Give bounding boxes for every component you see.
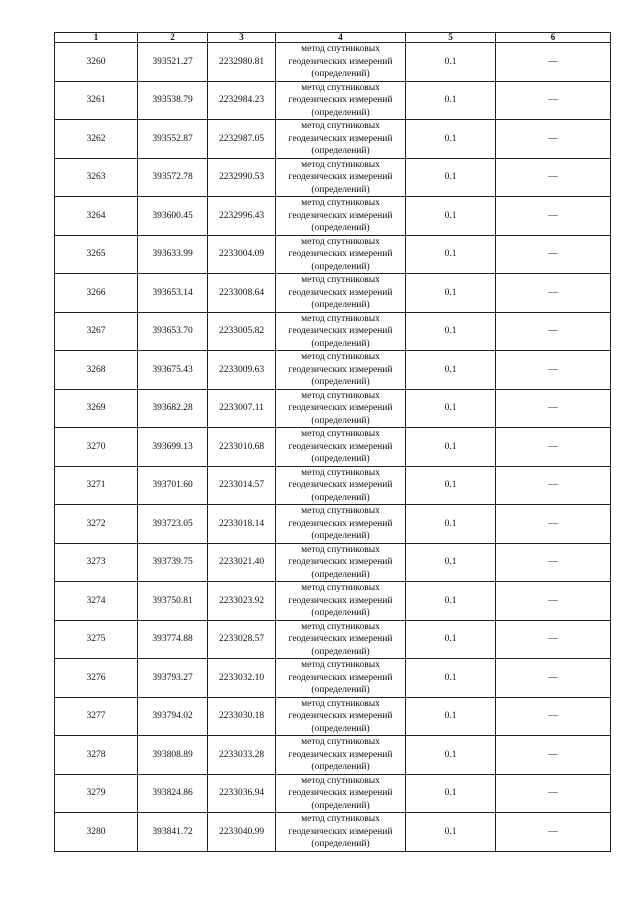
method-line: геодезических измерений [288,364,393,375]
table-row [55,312,611,351]
method-cell [276,43,406,82]
method-line: (определений) [311,377,370,387]
method-line: геодезических измерений [288,403,393,413]
note-cell: — [496,81,611,120]
method-line: (определений) [311,492,370,503]
table-row [55,389,611,428]
method-line: (определений) [311,184,370,195]
table-row [55,351,611,390]
column-header: 5 [406,33,496,43]
method-line: метод спутниковых [301,159,380,170]
method-line: метод спутниковых [301,660,380,670]
note-cell: — [496,813,611,852]
method-line: геодезических измерений [288,95,393,105]
table-row [55,813,611,852]
accuracy-cell: 0.1 [406,505,496,544]
accuracy-cell: 0.1 [406,235,496,274]
point-number-cell: 3260 [55,43,138,82]
accuracy-cell: 0.1 [406,351,496,390]
y-coordinate-cell: 2233033.28 [208,736,276,775]
point-number-cell: 3270 [55,428,138,467]
table-row [55,736,611,775]
point-number-cell: 3261 [55,81,138,120]
table-body [55,43,611,852]
note-cell: — [496,620,611,659]
accuracy-cell: 0.1 [406,543,496,582]
table-row [55,43,611,82]
note-cell: — [496,505,611,544]
y-coordinate-cell: 2233018.14 [208,505,276,544]
note-cell: — [496,389,611,428]
note-cell: — [496,466,611,505]
method-cell [276,274,406,313]
x-coordinate-cell: 393682.28 [138,389,208,428]
table-row [55,543,611,582]
x-coordinate-cell: 393538.79 [138,81,208,120]
x-coordinate-cell: 393808.89 [138,736,208,775]
method-line: (определений) [311,454,370,464]
note-cell: — [496,312,611,351]
x-coordinate-cell: 393633.99 [138,235,208,274]
accuracy-cell: 0.1 [406,312,496,351]
accuracy-cell: 0.1 [406,197,496,236]
method-line: геодезических измерений [288,56,393,67]
method-line: метод спутниковых [301,506,380,516]
method-cell [276,428,406,467]
point-number-cell: 3277 [55,697,138,736]
method-line: метод спутниковых [301,352,380,362]
method-cell [276,312,406,351]
table-row [55,197,611,236]
y-coordinate-cell: 2233023.92 [208,582,276,621]
method-cell [276,813,406,852]
x-coordinate-cell: 393675.43 [138,351,208,390]
method-line: метод спутниковых [301,198,380,208]
point-number-cell: 3268 [55,351,138,390]
accuracy-cell: 0.1 [406,813,496,852]
table-row [55,774,611,813]
method-line: метод спутниковых [301,121,380,131]
method-line: геодезических измерений [288,711,393,721]
note-cell: — [496,697,611,736]
method-line: метод спутниковых [301,698,380,709]
table-row [55,466,611,505]
method-line: (определений) [311,531,370,541]
column-header: 1 [55,33,138,43]
method-line: (определений) [311,300,370,310]
note-cell: — [496,43,611,82]
method-line: (определений) [311,146,370,156]
note-cell: — [496,774,611,813]
y-coordinate-cell: 2232980.81 [208,43,276,82]
method-line: метод спутниковых [301,236,380,247]
method-line: геодезических измерений [288,788,393,798]
x-coordinate-cell: 393774.88 [138,620,208,659]
method-line: геодезических измерений [288,249,393,259]
method-line: (определений) [311,69,370,79]
note-cell: — [496,120,611,159]
accuracy-cell: 0.1 [406,697,496,736]
point-number-cell: 3273 [55,543,138,582]
y-coordinate-cell: 2232990.53 [208,158,276,197]
point-number-cell: 3272 [55,505,138,544]
point-number-cell: 3276 [55,659,138,698]
table-row [55,274,611,313]
method-line: метод спутниковых [301,467,380,478]
method-line: геодезических измерений [288,480,393,490]
note-cell: — [496,351,611,390]
y-coordinate-cell: 2233040.99 [208,813,276,852]
accuracy-cell: 0.1 [406,620,496,659]
note-cell: — [496,197,611,236]
method-cell [276,389,406,428]
point-number-cell: 3275 [55,620,138,659]
point-number-cell: 3265 [55,235,138,274]
method-cell [276,582,406,621]
table-row [55,659,611,698]
note-cell: — [496,582,611,621]
y-coordinate-cell: 2233032.10 [208,659,276,698]
y-coordinate-cell: 2232984.23 [208,81,276,120]
y-coordinate-cell: 2233010.68 [208,428,276,467]
method-line: метод спутниковых [301,621,380,632]
table-row [55,428,611,467]
x-coordinate-cell: 393600.45 [138,197,208,236]
coordinates-table [54,32,611,852]
accuracy-cell: 0.1 [406,158,496,197]
accuracy-cell: 0.1 [406,466,496,505]
y-coordinate-cell: 2233005.82 [208,312,276,351]
x-coordinate-cell: 393824.86 [138,774,208,813]
method-line: метод спутниковых [301,429,380,439]
method-line: (определений) [311,223,370,233]
method-line: метод спутниковых [301,583,380,593]
method-line: (определений) [311,338,370,349]
method-line: геодезических измерений [288,441,393,452]
method-line: метод спутниковых [301,390,380,401]
accuracy-cell: 0.1 [406,43,496,82]
method-cell [276,736,406,775]
method-line: геодезических измерений [288,672,393,683]
x-coordinate-cell: 393521.27 [138,43,208,82]
point-number-cell: 3269 [55,389,138,428]
table-row [55,158,611,197]
x-coordinate-cell: 393794.02 [138,697,208,736]
method-line: метод спутниковых [301,44,380,54]
table-row [55,505,611,544]
note-cell: — [496,736,611,775]
method-line: метод спутниковых [301,313,380,324]
method-line: (определений) [311,839,370,849]
column-header: 3 [208,33,276,43]
method-line: (определений) [311,608,370,618]
method-line: (определений) [311,261,370,272]
method-line: (определений) [311,569,370,580]
method-cell [276,620,406,659]
method-line: (определений) [311,107,370,118]
method-cell [276,659,406,698]
x-coordinate-cell: 393653.70 [138,312,208,351]
method-cell [276,351,406,390]
method-line: геодезических измерений [288,595,393,606]
method-line: геодезических измерений [288,826,393,837]
point-number-cell: 3263 [55,158,138,197]
method-line: (определений) [311,800,370,811]
x-coordinate-cell: 393552.87 [138,120,208,159]
method-line: метод спутниковых [301,775,380,786]
point-number-cell: 3267 [55,312,138,351]
accuracy-cell: 0.1 [406,736,496,775]
note-cell: — [496,274,611,313]
y-coordinate-cell: 2232987.05 [208,120,276,159]
accuracy-cell: 0.1 [406,274,496,313]
method-line: метод спутниковых [301,544,380,555]
y-coordinate-cell: 2233014.57 [208,466,276,505]
x-coordinate-cell: 393723.05 [138,505,208,544]
y-coordinate-cell: 2233007.11 [208,389,276,428]
point-number-cell: 3278 [55,736,138,775]
x-coordinate-cell: 393750.81 [138,582,208,621]
table-row [55,697,611,736]
y-coordinate-cell: 2233008.64 [208,274,276,313]
column-header: 4 [276,33,406,43]
table-row [55,120,611,159]
x-coordinate-cell: 393653.14 [138,274,208,313]
method-line: геодезических измерений [288,133,393,144]
note-cell: — [496,158,611,197]
method-cell [276,158,406,197]
method-cell [276,120,406,159]
x-coordinate-cell: 393739.75 [138,543,208,582]
y-coordinate-cell: 2233004.09 [208,235,276,274]
method-line: геодезических измерений [288,210,393,221]
method-line: геодезических измерений [288,557,393,567]
table-row [55,620,611,659]
y-coordinate-cell: 2232996.43 [208,197,276,236]
note-cell: — [496,428,611,467]
y-coordinate-cell: 2233030.18 [208,697,276,736]
method-cell [276,81,406,120]
accuracy-cell: 0.1 [406,659,496,698]
method-cell [276,466,406,505]
method-line: (определений) [311,685,370,695]
x-coordinate-cell: 393793.27 [138,659,208,698]
method-line: метод спутниковых [301,737,380,747]
accuracy-cell: 0.1 [406,428,496,467]
method-cell [276,505,406,544]
y-coordinate-cell: 2233036.94 [208,774,276,813]
method-line: метод спутниковых [301,82,380,93]
method-line: геодезических измерений [288,518,393,529]
accuracy-cell: 0.1 [406,582,496,621]
method-cell [276,235,406,274]
method-cell [276,774,406,813]
method-line: (определений) [311,762,370,772]
column-header: 6 [496,33,611,43]
column-header: 2 [138,33,208,43]
method-cell [276,197,406,236]
note-cell: — [496,543,611,582]
table-row [55,582,611,621]
point-number-cell: 3280 [55,813,138,852]
x-coordinate-cell: 393572.78 [138,158,208,197]
method-line: метод спутниковых [301,814,380,824]
method-line: геодезических измерений [288,326,393,336]
note-cell: — [496,659,611,698]
method-cell [276,697,406,736]
table-row [55,235,611,274]
point-number-cell: 3262 [55,120,138,159]
method-line: геодезических измерений [288,287,393,298]
point-number-cell: 3274 [55,582,138,621]
x-coordinate-cell: 393841.72 [138,813,208,852]
method-line: (определений) [311,415,370,426]
point-number-cell: 3271 [55,466,138,505]
method-line: метод спутниковых [301,275,380,285]
method-line: (определений) [311,723,370,734]
point-number-cell: 3264 [55,197,138,236]
table-row [55,81,611,120]
x-coordinate-cell: 393701.60 [138,466,208,505]
accuracy-cell: 0.1 [406,120,496,159]
point-number-cell: 3266 [55,274,138,313]
y-coordinate-cell: 2233028.57 [208,620,276,659]
note-cell: — [496,235,611,274]
x-coordinate-cell: 393699.13 [138,428,208,467]
point-number-cell: 3279 [55,774,138,813]
method-line: (определений) [311,646,370,657]
y-coordinate-cell: 2233009.63 [208,351,276,390]
header-row [55,33,611,43]
method-line: геодезических измерений [288,172,393,182]
accuracy-cell: 0.1 [406,389,496,428]
method-cell [276,543,406,582]
method-line: геодезических измерений [288,634,393,644]
accuracy-cell: 0.1 [406,774,496,813]
method-line: геодезических измерений [288,749,393,760]
accuracy-cell: 0.1 [406,81,496,120]
y-coordinate-cell: 2233021.40 [208,543,276,582]
